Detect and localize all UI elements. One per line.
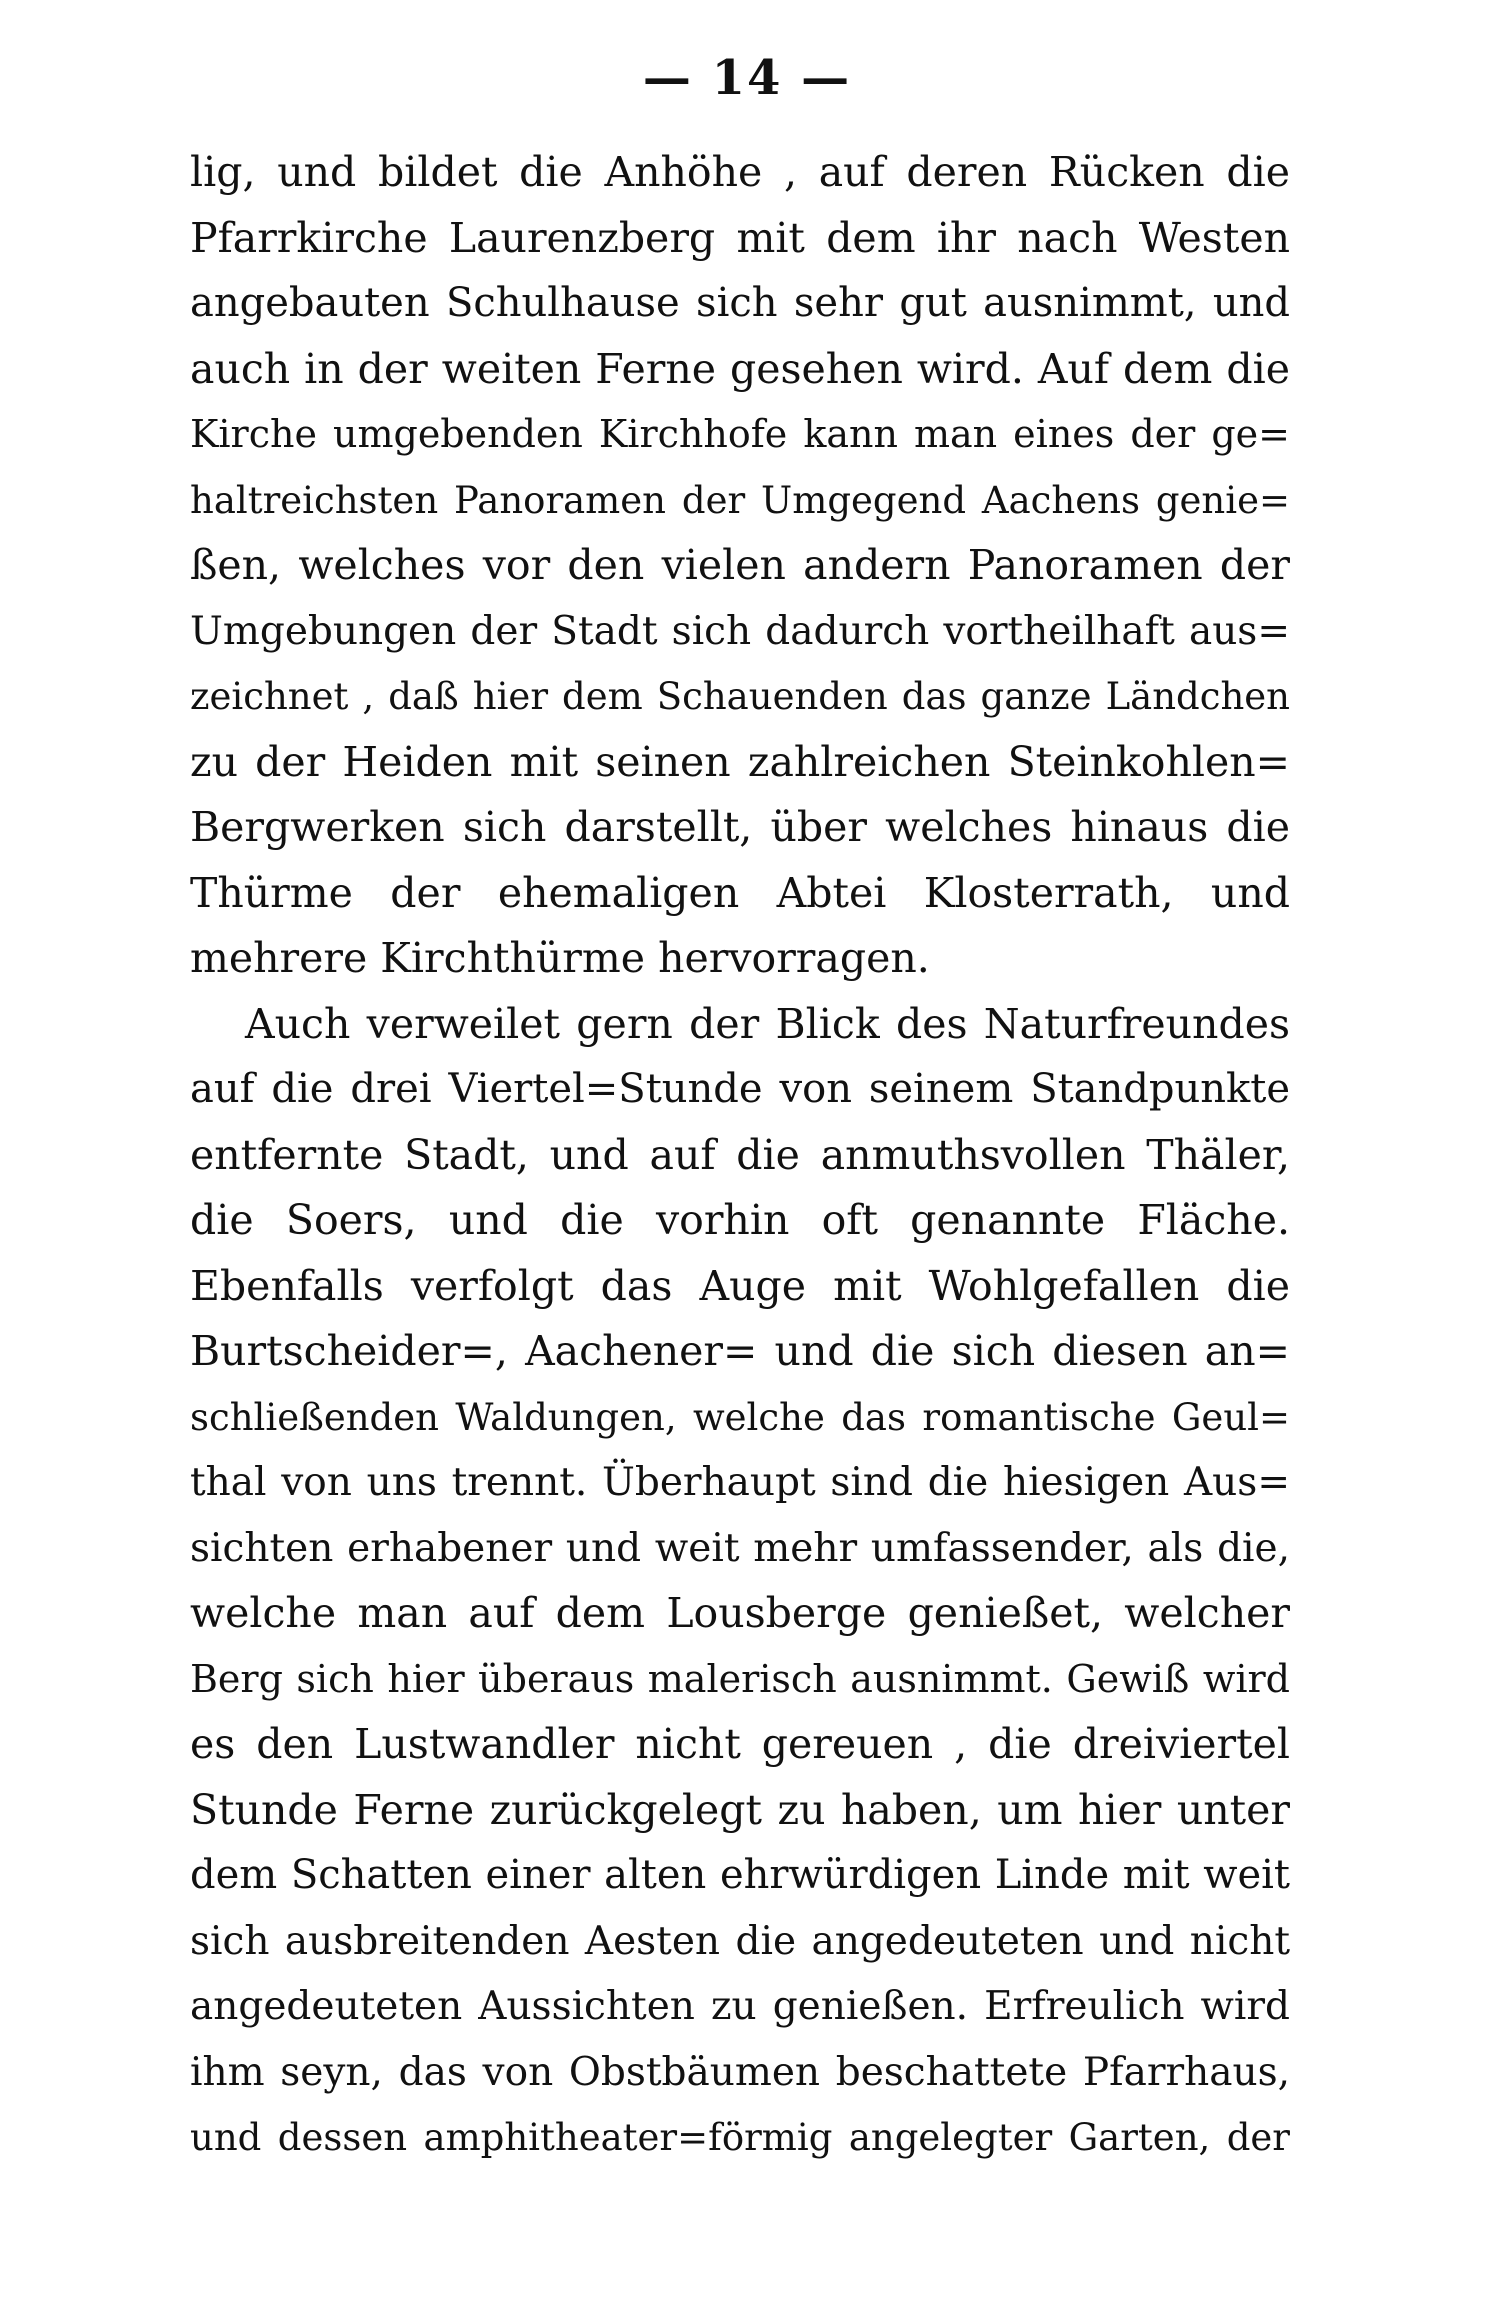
text-line: Kirche umgebenden Kirchhofe kann man eines der ge= <box>190 412 1290 456</box>
text-line: sich ausbreitenden Aesten die angedeuteten und nicht <box>190 1918 1290 1964</box>
text-line: Ebenfalls verfolgt das Auge mit Wohlgefallen die <box>190 1261 1290 1310</box>
text-line: schließenden Waldungen, welche das romantische Geul= <box>190 1395 1290 1439</box>
text-line: thal von uns trennt. Überhaupt sind die hiesigen Aus= <box>190 1460 1290 1505</box>
text-line: angedeuteten Aussichten zu genießen. Erfreulich wird <box>190 1984 1290 2029</box>
text-line: Bergwerken sich darstellt, über welches hinaus die <box>190 803 1290 851</box>
paragraph-end-line: mehrere Kirchthürme hervorragen. <box>190 934 930 982</box>
text-line: auf die drei Viertel=Stunde von seinem Standpunkte <box>190 1066 1290 1112</box>
text-line: angebauten Schulhause sich sehr gut ausnimmt, und <box>190 280 1290 326</box>
text-line: Pfarrkirche Laurenzberg mit dem ihr nach Westen <box>190 213 1290 262</box>
page-number: — 14 — <box>642 50 852 106</box>
text-line: sichten erhabener und weit mehr umfassender, als die, <box>190 1525 1290 1571</box>
text-line: ßen, welches vor den vielen andern Panoramen der <box>190 541 1290 589</box>
text-line: haltreichsten Panoramen der Umgegend Aachens genie= <box>190 478 1290 522</box>
text-line: Burtscheider=, Aachener= und die sich diesen an= <box>190 1327 1290 1375</box>
paragraph-start-line: Auch verweilet gern der Blick des Naturfreundes <box>245 999 1290 1048</box>
text-line: Stunde Ferne zurückgelegt zu haben, um hier unter <box>190 1785 1290 1834</box>
text-line: Berg sich hier überaus malerisch ausnimmt. Gewiß wird <box>190 1656 1290 1701</box>
body-text <box>190 140 1290 2171</box>
text-line: auch in der weiten Ferne gesehen wird. Auf dem die <box>190 344 1290 393</box>
text-line: Thürme der ehemaligen Abtei Klosterrath, und <box>190 868 1290 917</box>
text-line: zeichnet , daß hier dem Schauenden das ganze Ländchen <box>190 675 1290 718</box>
text-line: dem Schatten einer alten ehrwürdigen Linde mit weit <box>190 1852 1290 1898</box>
text-line: die Soers, und die vorhin oft genannte Fläche. <box>190 1196 1290 1244</box>
text-line: entfernte Stadt, und auf die anmuthsvollen Thäler, <box>190 1130 1290 1179</box>
text-line: es den Lustwandler nicht gereuen , die dreiviertel <box>190 1720 1290 1768</box>
text-line: welche man auf dem Lousberge genießet, welcher <box>190 1589 1290 1637</box>
text-line: ihm seyn, das von Obstbäumen beschattete Pfarrhaus, <box>190 2049 1290 2095</box>
text-line: und dessen amphitheater=förmig angelegter Garten, der <box>190 2116 1290 2159</box>
text-line: Umgebungen der Stadt sich dadurch vortheilhaft aus= <box>190 608 1290 654</box>
text-line: zu der Heiden mit seinen zahlreichen Steinkohlen= <box>190 737 1290 786</box>
text-line: lig, und bildet die Anhöhe , auf deren Rücken die <box>190 148 1290 196</box>
